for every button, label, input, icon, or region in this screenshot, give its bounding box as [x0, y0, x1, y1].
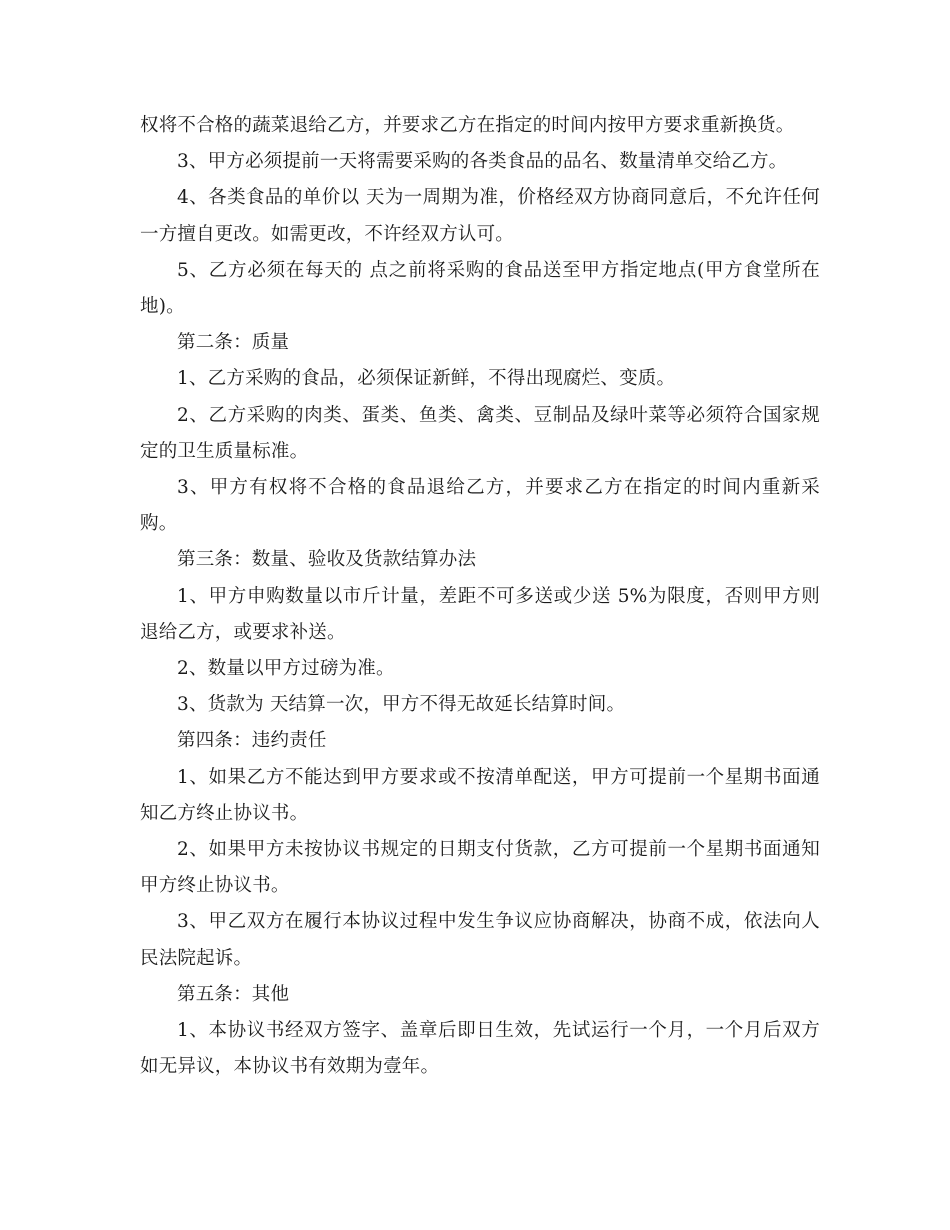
- paragraph: 1、乙方采购的食品，必须保证新鲜，不得出现腐烂、变质。: [177, 368, 676, 390]
- paragraph: 3、甲方必须提前一天将需要采购的各类食品的品名、数量清单交给乙方。: [177, 151, 788, 173]
- document-body: [140, 108, 820, 1085]
- section-heading: 第四条：违约责任: [177, 730, 327, 752]
- paragraph: 1、如果乙方不能达到甲方要求或不按清单配送，甲方可提前一个星期书面通知乙方终止协议书。: [140, 766, 820, 824]
- paragraph: 2、如果甲方未按协议书规定的日期支付货款，乙方可提前一个星期书面通知甲方终止协议书。: [140, 839, 820, 897]
- paragraph: 1、本协议书经双方签字、盖章后即日生效，先试运行一个月，一个月后双方如无异议，本协议书有效期为壹年。: [140, 1020, 820, 1078]
- section-heading: 第五条：其他: [177, 983, 290, 1005]
- section-heading: 第二条：质量: [177, 332, 290, 354]
- paragraph: 1、甲方申购数量以市斤计量，差距不可多送或少送 5%为限度，否则甲方则退给乙方，或要求补送。: [140, 585, 820, 643]
- paragraph: 4、各类食品的单价以 天为一周期为准，价格经双方协商同意后，不允许任何一方擅自更改。如需更改，不许经双方认可。: [140, 187, 820, 245]
- paragraph: 3、甲乙双方在履行本协议过程中发生争议应协商解决，协商不成，依法向人民法院起诉。: [140, 911, 820, 969]
- paragraph: 3、甲方有权将不合格的食品退给乙方，并要求乙方在指定的时间内重新采购。: [140, 477, 820, 535]
- section-heading: 第三条：数量、验收及货款结算办法: [177, 549, 477, 571]
- paragraph: 5、乙方必须在每天的 点之前将采购的食品送至甲方指定地点(甲方食堂所在地)。: [140, 259, 820, 318]
- paragraph: 2、乙方采购的肉类、蛋类、鱼类、禽类、豆制品及绿叶菜等必须符合国家规定的卫生质量标准。: [140, 404, 820, 462]
- paragraph: 3、货款为 天结算一次，甲方不得无故延长结算时间。: [177, 694, 626, 716]
- paragraph: 权将不合格的蔬菜退给乙方，并要求乙方在指定的时间内按甲方要求重新换货。: [140, 115, 795, 136]
- paragraph: 2、数量以甲方过磅为准。: [177, 658, 395, 680]
